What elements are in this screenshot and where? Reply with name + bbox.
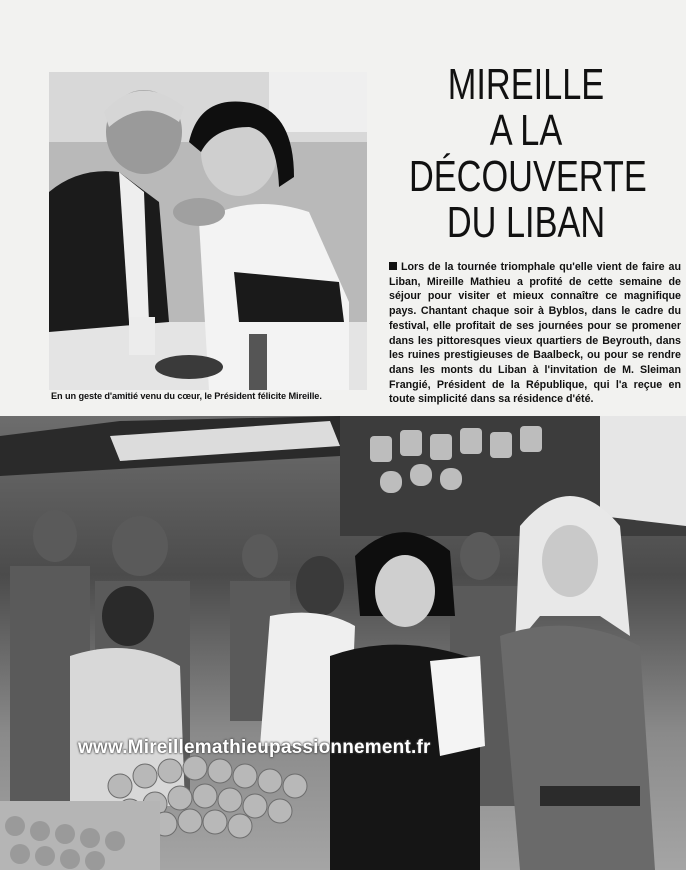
title-line-2: A LA bbox=[489, 106, 563, 155]
article-title bbox=[409, 60, 647, 247]
title-line-4: DU LIBAN bbox=[446, 198, 606, 247]
watermark: www.Mireillemathieupassionnement.fr bbox=[78, 737, 431, 758]
president-photo-illustration bbox=[49, 72, 367, 390]
bullet-square-icon bbox=[389, 262, 397, 270]
title-line-1: MIREILLE bbox=[447, 60, 605, 109]
photo-caption: En un geste d'amitié venu du cœur, le Président félicite Mireille. bbox=[51, 391, 322, 401]
article-body bbox=[389, 260, 681, 407]
article-body-text: Lors de la tournée triomphale qu'elle vient de faire au Liban, Mireille Mathieu a profité de cette semaine de séjour pour visiter et mieux connaître ce magnifique pays. Chantant chaque soir à Byblos, dans le cadre du festival, elle profitait de ses journées pour se promener dans les pittoresques vieux quartiers de Beyrouth, dans les ruines prestigieuses de Baalbeck, ou pour se rendre dans les monts du Liban à l'invitation de M. Sleiman Frangié, Président de la République, qui l'a reçue en toute simplicité dans sa résidence d'été. bbox=[389, 261, 681, 406]
market-photo-illustration bbox=[0, 416, 686, 870]
president-photo bbox=[49, 72, 367, 390]
title-line-3: DÉCOUVERTE bbox=[409, 152, 647, 201]
market-photo bbox=[0, 416, 686, 870]
